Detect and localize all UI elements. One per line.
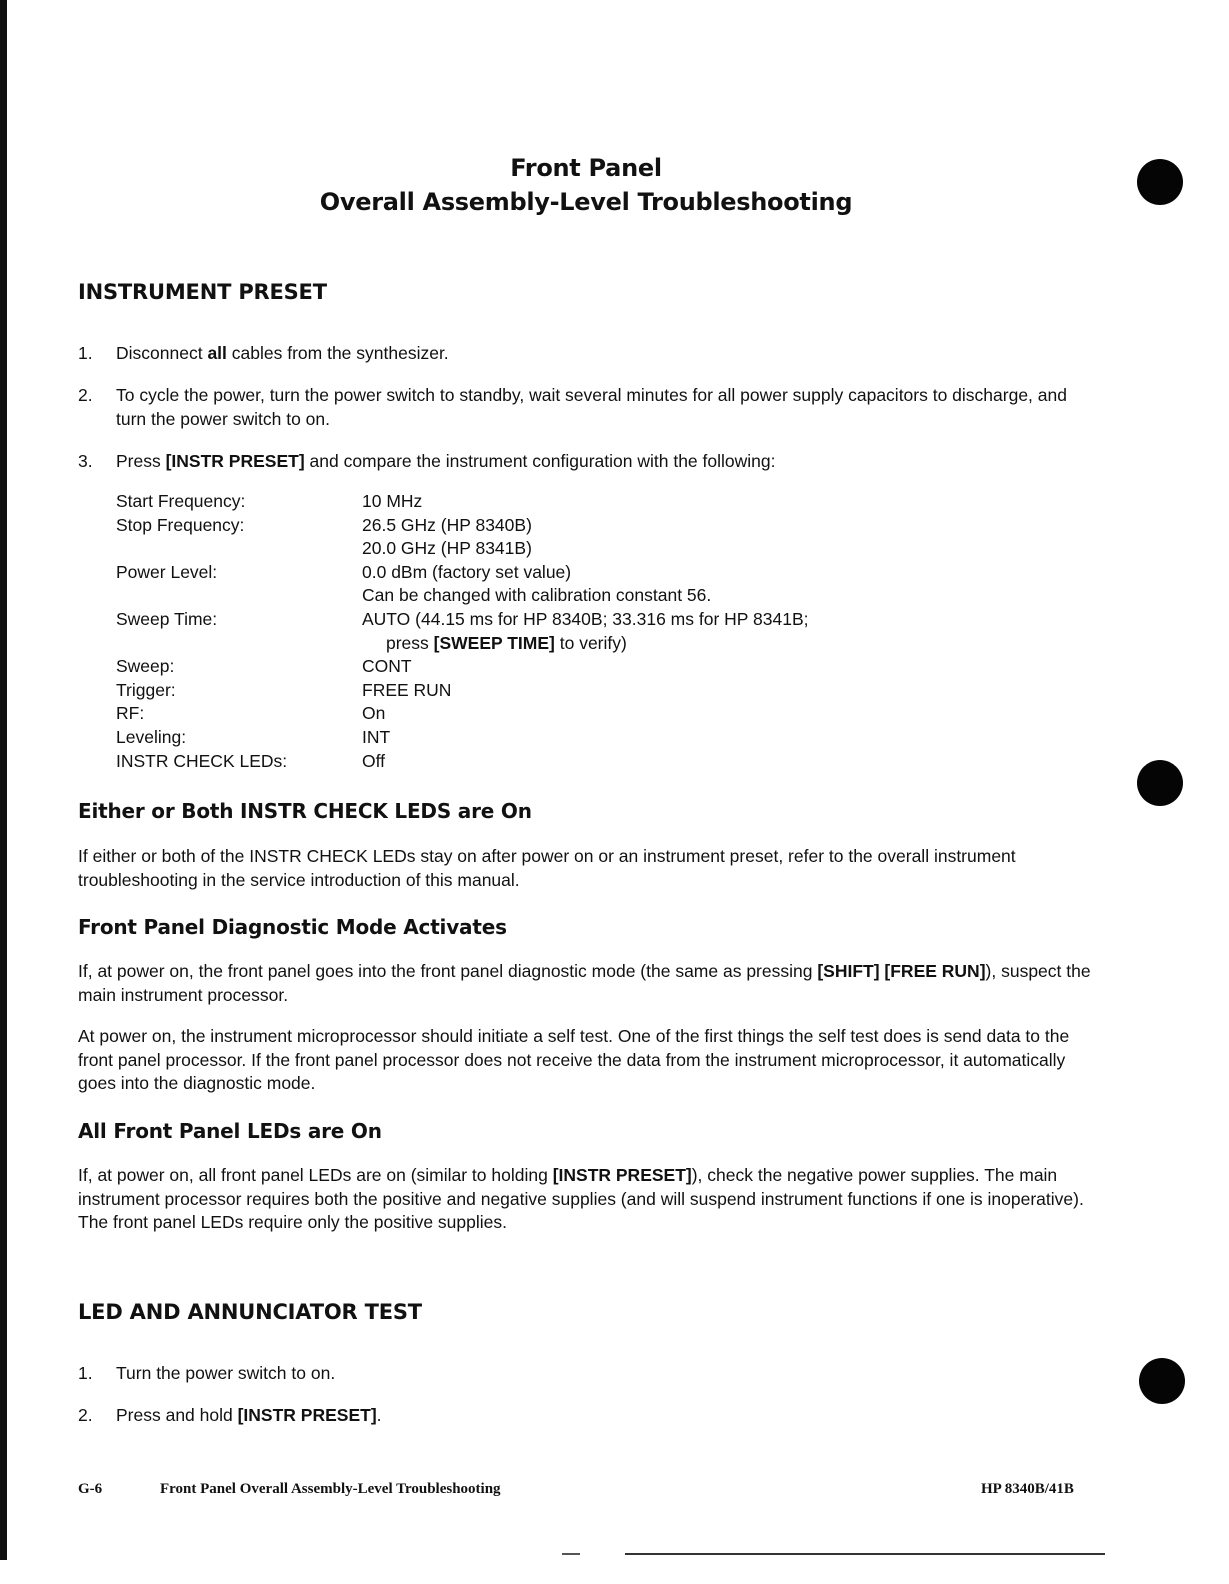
preset-step-3 — [78, 450, 1093, 474]
step-number: 3. — [78, 451, 93, 471]
config-value: AUTO (44.15 ms for HP 8340B; 33.316 ms for HP 8341B; — [362, 608, 809, 629]
page-title-line-1: Front Panel — [510, 154, 662, 182]
led-test-heading: LED AND ANNUNCIATOR TEST — [78, 1300, 422, 1324]
step-text-post: . — [376, 1405, 382, 1425]
config-label: INSTR CHECK LEDs: — [116, 750, 288, 771]
config-row — [116, 702, 808, 726]
config-row — [116, 726, 808, 750]
bottom-edge-rule — [625, 1553, 1105, 1555]
footer-page-number: G-6 — [78, 1481, 103, 1497]
config-value-post: to verify) — [554, 632, 627, 653]
step-text — [116, 342, 1093, 366]
step-text-pre: Press and hold — [116, 1405, 238, 1425]
config-value: 20.0 GHz (HP 8341B) — [362, 538, 532, 559]
config-row — [116, 561, 808, 585]
config-value: On — [362, 703, 386, 724]
config-row — [116, 584, 808, 608]
config-label — [116, 584, 362, 608]
config-row — [116, 514, 808, 538]
config-label: Trigger: — [116, 679, 176, 700]
config-value: 26.5 GHz (HP 8340B) — [362, 514, 532, 535]
config-row — [116, 490, 808, 514]
diagnostic-paragraph-2: At power on, the instrument microprocessor should initiate a self test. One of the first things the self test does is send data to the front panel processor. If the front panel processor does not receive the data from the instrument microprocessor, it automatically goes into the diagnostic mode. — [78, 1026, 1070, 1093]
page-left-edge-rule — [0, 0, 7, 1560]
config-label: Leveling: — [116, 726, 187, 747]
preset-configuration-table — [116, 490, 808, 773]
all-leds-text-post: ), check the negative power supplies. The main instrument processor requires both the positive and negative supplies (and will suspend instrument functions if one is inoperative). The front panel LEDs require only the positive supplies. — [78, 1165, 1084, 1232]
step-text-bold: [INSTR PRESET] — [165, 451, 305, 471]
config-label: Start Frequency: — [116, 491, 246, 511]
binder-hole-icon — [1139, 1358, 1185, 1404]
led-test-step-1 — [78, 1362, 1093, 1386]
footer-section-title: Front Panel Overall Assembly-Level Troubleshooting — [160, 1481, 501, 1497]
config-label: Sweep Time: — [116, 608, 218, 629]
footer-model: HP 8340B/41B — [981, 1481, 1074, 1497]
all-leds-text-pre: If, at power on, all front panel LEDs are on (similar to holding — [78, 1165, 553, 1185]
config-value-bold: [SWEEP TIME] — [433, 632, 555, 653]
step-number: 1. — [78, 1363, 93, 1383]
step-text-post: and compare the instrument configuration with the following: — [304, 451, 776, 471]
config-row — [116, 608, 808, 632]
page-title-line-2: Overall Assembly-Level Troubleshooting — [319, 188, 853, 216]
step-text-bold: [INSTR PRESET] — [237, 1405, 377, 1425]
binder-hole-icon — [1137, 760, 1183, 806]
config-row — [116, 655, 808, 679]
diagnostic-mode-heading: Front Panel Diagnostic Mode Activates — [78, 915, 507, 939]
step-text-pre: Press — [116, 451, 166, 471]
config-row — [116, 632, 808, 656]
config-row — [116, 679, 808, 703]
instr-check-paragraph: If either or both of the INSTR CHECK LEDs stay on after power on or an instrument preset, refer to the overall instrument troubleshooting in the service introduction of this manual. — [78, 846, 1016, 890]
config-label — [116, 537, 362, 561]
step-text-bold: all — [207, 343, 227, 363]
preset-step-1 — [78, 342, 1093, 366]
diagnostic-paragraph-1 — [78, 960, 1093, 1007]
config-value: Off — [362, 750, 386, 771]
step-number: 2. — [78, 385, 93, 405]
bottom-edge-mark — [562, 1553, 580, 1555]
step-text-post: cables from the synthesizer. — [226, 343, 449, 363]
diagnostic-text-post: ), suspect the main instrument processor. — [78, 961, 1091, 1005]
config-value: INT — [362, 726, 391, 747]
diagnostic-text-bold: [SHIFT] [FREE RUN] — [817, 961, 986, 981]
step-text — [116, 450, 1093, 474]
diagnostic-text-pre: If, at power on, the front panel goes into the front panel diagnostic mode (the same as pressing — [78, 961, 818, 981]
step-text: Turn the power switch to on. — [116, 1363, 336, 1383]
config-value: CONT — [362, 656, 412, 677]
config-label: Stop Frequency: — [116, 514, 245, 535]
all-leds-paragraph — [78, 1164, 1093, 1235]
config-value-pre: press — [386, 632, 434, 653]
step-number: 2. — [78, 1405, 93, 1425]
config-row — [116, 750, 808, 774]
all-leds-heading: All Front Panel LEDs are On — [78, 1119, 382, 1143]
config-row — [116, 537, 808, 561]
config-value: 0.0 dBm (factory set value) — [362, 561, 572, 582]
config-value: FREE RUN — [362, 679, 452, 700]
step-number: 1. — [78, 343, 93, 363]
preset-step-2 — [78, 384, 1093, 431]
config-value: Can be changed with calibration constant 56. — [362, 585, 712, 606]
config-label: Power Level: — [116, 561, 218, 582]
instr-check-heading: Either or Both INSTR CHECK LEDS are On — [78, 799, 532, 823]
config-label: RF: — [116, 703, 145, 724]
step-text — [116, 1404, 1093, 1428]
config-value: 10 MHz — [362, 491, 423, 511]
config-label: Sweep: — [116, 656, 175, 677]
step-text-pre: Disconnect — [116, 343, 208, 363]
page-title — [0, 151, 1172, 219]
config-value — [362, 632, 627, 656]
instrument-preset-heading: INSTRUMENT PRESET — [78, 280, 327, 304]
config-label — [116, 632, 362, 656]
led-test-step-2 — [78, 1404, 1093, 1428]
all-leds-text-bold: [INSTR PRESET] — [552, 1165, 692, 1185]
step-text: To cycle the power, turn the power switch to standby, wait several minutes for all power supply capacitors to discharge, and turn the power switch to on. — [116, 385, 1067, 429]
